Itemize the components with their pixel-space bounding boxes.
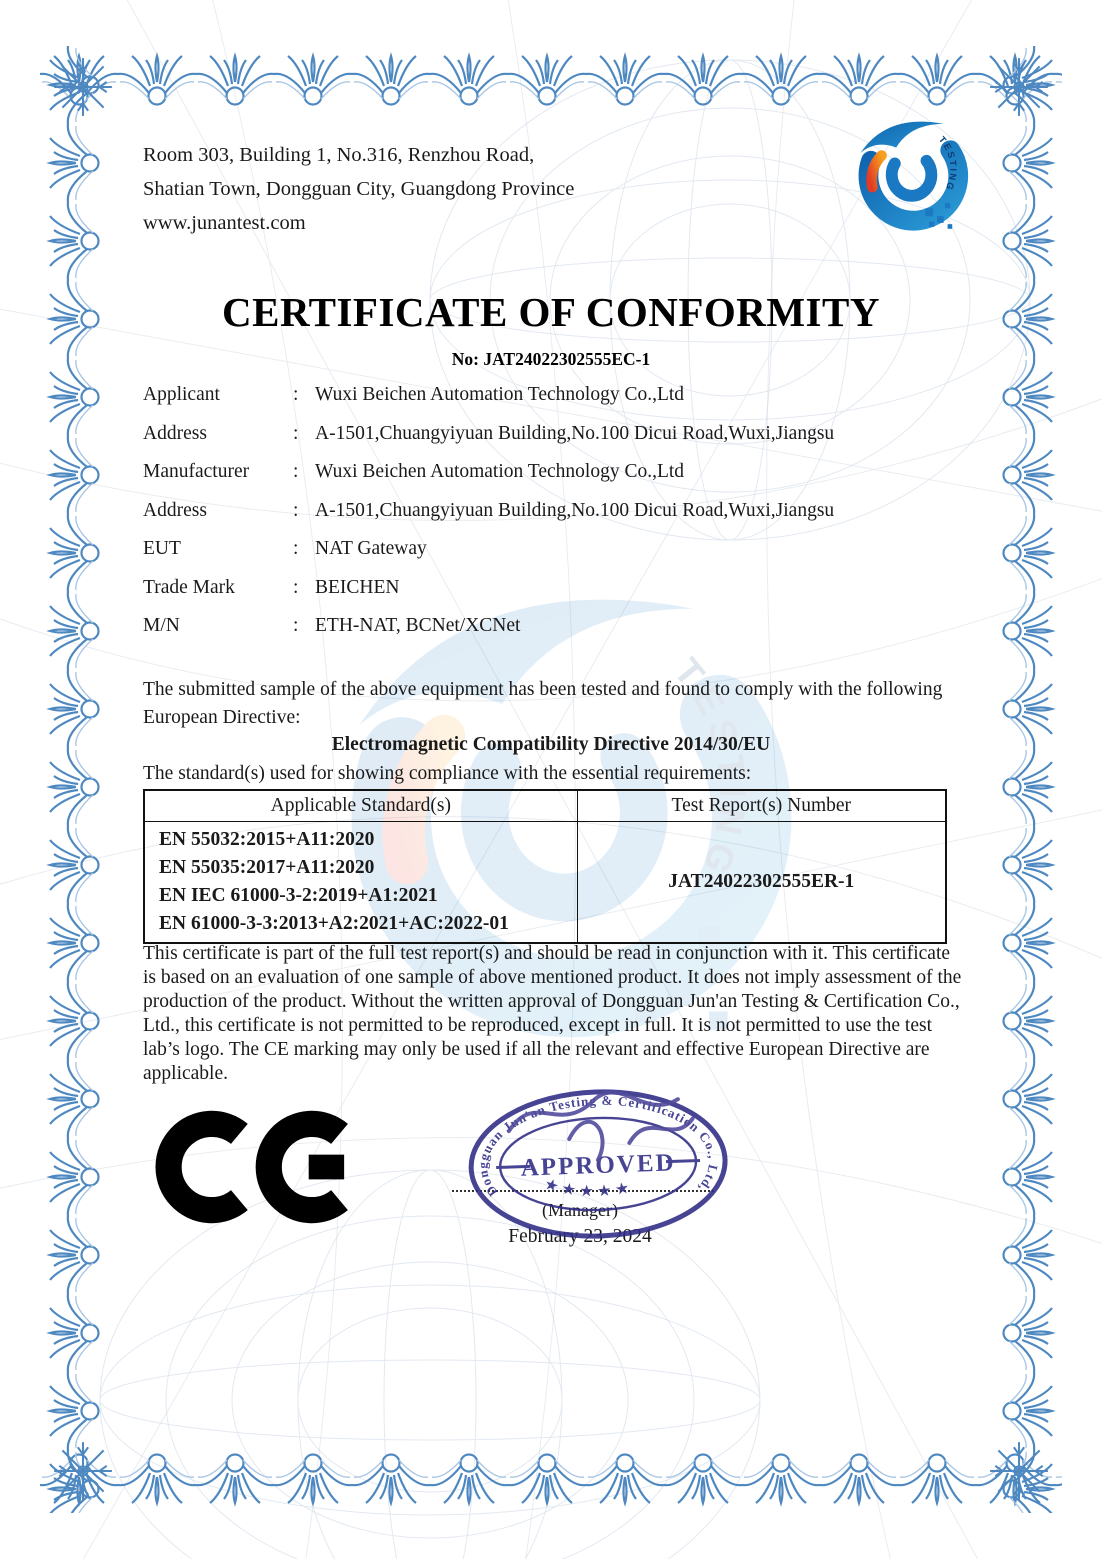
manager-label: (Manager) bbox=[542, 1200, 618, 1220]
field-row-address2 bbox=[143, 500, 973, 522]
corner-flake-icon bbox=[986, 54, 1052, 120]
field-separator: : bbox=[293, 576, 299, 598]
standard-item: EN 55032:2015+A11:2020 bbox=[159, 829, 375, 850]
field-label: Address bbox=[143, 499, 207, 521]
field-separator: : bbox=[293, 461, 299, 482]
stamp-approved-text: APPROVED bbox=[520, 1149, 677, 1182]
table-body-row bbox=[144, 822, 946, 944]
disclaimer-paragraph: This certificate is part of the full test report(s) and should be read in conjunction with it. This certificate is based on an evaluation of one sample of above mentioned product. It does not imply assessment of the production of the product. Without the written approval of Dongguan Jun'an Testing & Certification Co., Ltd., this certificate is not permitted to be reproduced, except in full. It is not permitted to use the test lab’s logo. The CE marking may only be used if all the relevant and effective European Directive are applicable. bbox=[143, 943, 962, 1084]
field-label: Trade Mark bbox=[143, 576, 235, 598]
corner-flake-icon bbox=[50, 54, 116, 120]
field-label: EUT bbox=[143, 538, 181, 559]
stamp-stars: ★ ★ ★ ★ ★ bbox=[542, 1175, 631, 1201]
standard-item: EN 61000-3-3:2013+A2:2021+AC:2022-01 bbox=[159, 913, 509, 934]
standards-cell bbox=[144, 822, 577, 944]
field-value: A-1501,Chuangyiyuan Building,No.100 Dicui Road,Wuxi,Jiangsu bbox=[315, 422, 835, 444]
lace-border-left bbox=[40, 46, 106, 1513]
field-value: Wuxi Beichen Automation Technology Co.,Ltd bbox=[315, 461, 685, 482]
certificate-number: No: JAT24022302555EC-1 bbox=[451, 349, 651, 369]
lace-border-top bbox=[40, 46, 1062, 112]
report-number-cell: JAT24022302555ER-1 bbox=[577, 822, 946, 944]
standards-line: The standard(s) used for showing compliance with the essential requirements: bbox=[143, 763, 752, 784]
field-row-eut bbox=[143, 538, 973, 560]
certificate-fields bbox=[143, 384, 973, 654]
field-value: ETH-NAT, BCNet/XCNet bbox=[315, 615, 521, 636]
standards-table bbox=[143, 789, 947, 944]
field-separator: : bbox=[293, 422, 299, 444]
corner-flake-icon bbox=[986, 1438, 1052, 1504]
standard-item: EN 55035:2017+A11:2020 bbox=[159, 857, 375, 878]
field-value: BEICHEN bbox=[315, 576, 400, 598]
field-value: NAT Gateway bbox=[315, 538, 427, 559]
table-header-report: Test Report(s) Number bbox=[577, 790, 946, 822]
field-label: Address bbox=[143, 422, 207, 444]
table-header-standards: Applicable Standard(s) bbox=[144, 790, 577, 822]
field-row-trademark bbox=[143, 577, 973, 599]
lab-address-line1: Room 303, Building 1, No.316, Renzhou Road, bbox=[143, 144, 535, 166]
field-separator: : bbox=[293, 615, 299, 636]
field-row-address bbox=[143, 423, 973, 445]
field-value: A-1501,Chuangyiyuan Building,No.100 Dicui Road,Wuxi,Jiangsu bbox=[315, 499, 835, 521]
lace-border-right bbox=[996, 46, 1062, 1513]
field-row-manufacturer bbox=[143, 461, 973, 483]
corner-flake-icon bbox=[50, 1438, 116, 1504]
field-row-applicant bbox=[143, 384, 973, 406]
standard-item: EN IEC 61000-3-2:2019+A1:2021 bbox=[159, 885, 438, 906]
stamp-ring-text: Dongguan Jun'an Testing & Certification Co., Ltd, bbox=[475, 1092, 722, 1200]
table-header-row bbox=[144, 790, 946, 822]
field-separator: : bbox=[293, 499, 299, 521]
field-value: Wuxi Beichen Automation Technology Co.,Ltd bbox=[315, 384, 685, 405]
approval-stamp bbox=[445, 1067, 751, 1255]
lab-address-block bbox=[143, 138, 574, 240]
lace-border-bottom bbox=[40, 1447, 1062, 1513]
lab-logo-icon bbox=[842, 108, 974, 240]
field-label: Manufacturer bbox=[143, 461, 250, 482]
lab-address-line2: Shatian Town, Dongguan City, Guangdong Province bbox=[143, 178, 575, 200]
field-separator: : bbox=[293, 384, 299, 405]
intro-paragraph: The submitted sample of the above equipment has been tested and found to comply with the following European Directive: bbox=[143, 679, 943, 728]
ce-mark-icon bbox=[150, 1086, 358, 1248]
field-row-mn bbox=[143, 615, 973, 637]
field-separator: : bbox=[293, 538, 299, 559]
field-label: M/N bbox=[143, 615, 180, 636]
field-label: Applicant bbox=[143, 384, 220, 405]
lab-website: www.junantest.com bbox=[143, 212, 306, 234]
certificate-date: February 23, 2024 bbox=[508, 1226, 652, 1247]
page-title: CERTIFICATE OF CONFORMITY bbox=[222, 289, 880, 335]
directive-line: Electromagnetic Compatibility Directive 2014/30/EU bbox=[331, 734, 771, 755]
